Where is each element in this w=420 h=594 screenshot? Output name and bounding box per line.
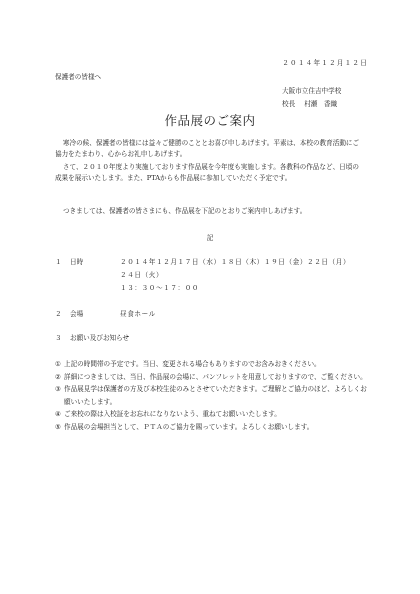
note-marker: ②: [55, 372, 61, 381]
note-marker: ④: [55, 410, 61, 419]
sender-principal: [282, 100, 346, 109]
item-1-time: １３：３０～１７：００: [120, 284, 200, 292]
note-item: [55, 408, 370, 421]
note-text: 作品展見学は保護者の方及び本校生徒のみとさせていただきます。ご理解とご協力のほど、よろしくお願いいたします。: [64, 385, 367, 406]
item-2-venue: 昼食ホール: [120, 310, 156, 318]
note-item: [55, 371, 370, 384]
greeting-paragraph: 寒冷の候、保護者の皆様には益々ご健勝のこととお喜び申しあげます。平素は、本校の教育活動にご協力をたまわり、心からお礼申しあげます。: [55, 139, 360, 159]
addressee: 保護者の皆様へ: [55, 73, 102, 81]
item-1-dates: ２０１４年１２月１７日（水）１８日（木）１９日（金）２２日（月）: [120, 258, 351, 266]
sender-organization: 大阪市立住吉中学校: [282, 87, 342, 95]
document-title: 作品展のご案内: [164, 113, 256, 128]
note-item: [55, 383, 370, 408]
item-2-label: 会場: [70, 310, 84, 318]
sender-title: 校長: [282, 100, 296, 108]
note-text: 詳細につきましては、当日、作品展の会場に、パンフレットを用意しておりますので、ご覧ください。: [64, 372, 367, 381]
item-2-number: ２: [55, 310, 62, 318]
sender-name: 村瀬 香織: [304, 100, 338, 108]
item-1-dates-cont: ２４日（火）: [120, 271, 164, 279]
note-marker: ①: [55, 360, 61, 368]
invitation-paragraph: つきましては、保護者の皆さまにも、作品展を下記のとおりご案内申しあげます。: [62, 207, 307, 215]
item-1-number: １: [55, 258, 62, 266]
note-marker: ⑤: [55, 422, 61, 431]
notes-list: [55, 358, 370, 434]
announcement-paragraph: さて、２０１０年度より実施しております作品展を今年度も実施します。各教科の作品など、日頃の成果を展示いたします。また、PTAからも作品展に参加していただく予定です。: [55, 163, 359, 183]
item-1-label: 日時: [70, 258, 84, 266]
item-3-number: ３: [55, 334, 62, 342]
note-text: ご来校の際は入校証をお忘れになりないよう、重ねてお願いいたします。: [64, 410, 281, 419]
item-3-label: お願い及びお知らせ: [70, 334, 130, 342]
note-marker: ③: [55, 385, 61, 394]
note-text: 作品展の会場担当として、ＰＴＡのご協力を賜っています。よろしくお願いします。: [64, 422, 314, 431]
note-item: [55, 421, 370, 434]
note-item: [55, 358, 370, 371]
issue-date: ２０１４年１２月１２日: [282, 59, 368, 67]
ki-heading: 記: [206, 234, 214, 242]
note-text: 上記の時間帯の予定です。当日、変更される場合もありますのでお含みおきください。: [64, 360, 321, 368]
